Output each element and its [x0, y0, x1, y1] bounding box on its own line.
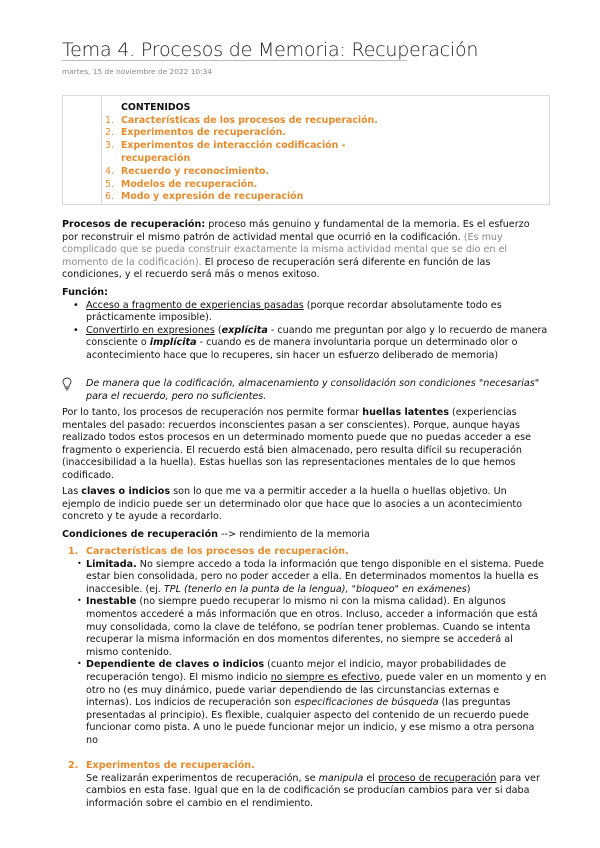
condiciones-line: Condiciones de recuperación --> rendimiento de la memoria [62, 529, 370, 540]
section-2 [62, 760, 548, 810]
huellas-paragraph: Por lo tanto, los procesos de recuperación nos permite formar huellas latentes (experiencias mentales del pasado: recuerdos inconscientes pasan a ser conscientes). Porque, aunque hayas realizado todos estos procesos en un determinado momento puede que no puedas acceder a ese fragmento o experiencia. El recuerdo está bien almacenado, pero resulta difícil su recuperación (inaccesibilidad a la huella). Estas huellas son las representaciones mentales de lo que hemos codificado. [62, 407, 532, 481]
title-divider [62, 60, 407, 61]
contents-item: 5. Modelos de recuperación. [105, 178, 258, 190]
page-date: martes, 15 de noviembre de 2022 10:34 [62, 67, 212, 76]
section-1 [62, 546, 548, 748]
list-item: • Acceso a fragmento de experiencias pasadas (porque recordar absolutamente todo es prácticamente imposible). [62, 300, 548, 325]
contents-table-left-cell [63, 96, 102, 204]
section-2-heading: 2. Experimentos de recuperación. [68, 760, 255, 771]
claves-paragraph: Las claves o indicios son lo que me va a permitir acceder a la huella o huellas objetivo. Un ejemplo de indicio puede ser un determinado olor que hace que lo asocies a un acontecimiento concreto y te ayude a recordarlo. [62, 486, 523, 523]
contents-item: recuperación [121, 152, 191, 164]
funcion-label: Función: [62, 287, 108, 298]
list-item: • Inestable (no siempre puedo recuperar lo mismo ni con la misma calidad). En algunos momentos accederé a más información que en otros. Incluso, acceder a información que está muy consolidada, como la clave de teléfono, se podrían tener problemas. Cuando se intenta recuperar la misma información en dos momentos diferentes, no siempre se accederá al mismo contenido. [62, 596, 548, 659]
contents-item: 1. Características de los procesos de recuperación. [105, 114, 378, 126]
intro-paragraph: Procesos de recuperación: proceso más genuino y fundamental de la memoria. Es el esfuerzo por reconstruir el mismo patrón de actividad mental que ocurrió en la codificación. (Es muy complicado que se pueda construir exactamente la misma actividad mental que se dio en el momento de la codificación). El proceso de recuperación será diferente en función de las condiciones, y el recuerdo será más o menos exitoso. [62, 219, 530, 281]
contents-item: 3. Experimentos de interacción codificación - [105, 140, 346, 152]
section-2-body: Se realizarán experimentos de recuperación, se manipula el proceso de recuperación para ver cambios en esta fase. Igual que en la de codificación se producían cambios para ver si daba información sobre el cambio en el rendimiento. [86, 772, 540, 809]
funcion-section [62, 287, 548, 363]
section-1-heading: 1. Características de los procesos de recuperación. [68, 546, 349, 557]
contents-item: 6. Modo y expresión de recuperación [105, 191, 304, 203]
list-item: • Convertirlo en expresiones (explícita - cuando me preguntan por algo y lo recuerdo de manera consciente o implícita - cuando es de manera involuntaria porque un determinado olor o acontecimiento hace que lo recuperes, sin hacer un esfuerzo deliberado de memoria) [62, 325, 548, 363]
contents-item: 4. Recuerdo y reconocimiento. [105, 165, 269, 177]
contents-list [101, 115, 378, 205]
list-item: • Dependiente de claves o indicios (cuanto mejor el indicio, mayor probabilidades de recuperación tengo). El mismo indicio no siempre es efectivo, puede valer en un momento y en otro no (es muy dinámico, puede variar dependiendo de las circunstancias externas e internas). Los indicios de recuperación son especificaciones de búsqueda (las preguntas presentadas al principio). Es flexible, cualquier aspecto del contenido de un recuerdo puede funcionar como pista. A uno le puede funcionar mejor un indicio, y ese mismo a otra persona no [62, 659, 548, 747]
contents-table [62, 95, 550, 205]
callout-note: De manera que la codificación, almacenamiento y consolidación son condiciones "necesarias" para el recuerdo, pero no suficientes. [62, 378, 548, 403]
contents-item: 2. Experimentos de recuperación. [105, 127, 286, 139]
page-title: Tema 4. Procesos de Memoria: Recuperación [62, 39, 479, 61]
lightbulb-icon [62, 377, 72, 391]
list-item: • Limitada. No siempre accedo a toda la información que tengo disponible en el sistema. Puede estar bien consolidada, pero no poder acceder a ella. En determinados momentos la huella es inaccesible. (ej. TPL (tenerlo en la punta de la lengua), "bloqueo" en exámenes) [62, 559, 548, 597]
contents-heading: CONTENIDOS [121, 102, 191, 113]
